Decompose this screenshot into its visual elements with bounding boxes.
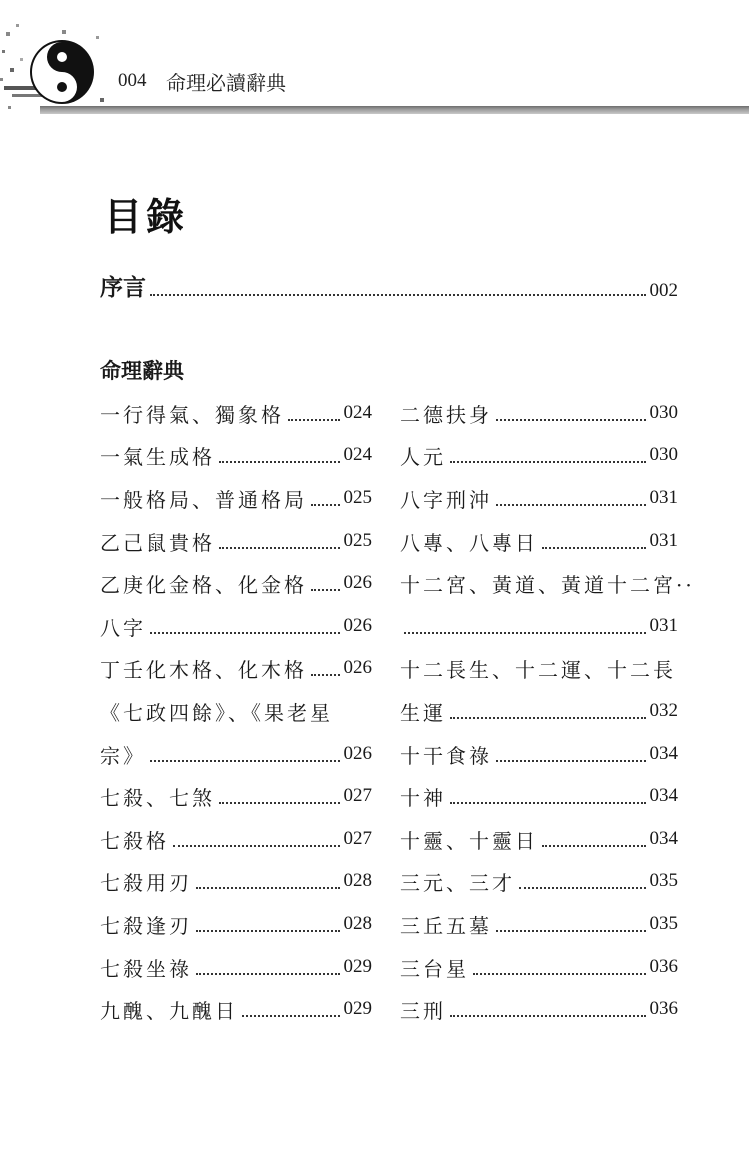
toc-entry[interactable] <box>400 946 678 989</box>
toc-entry[interactable] <box>100 733 372 776</box>
toc-entry[interactable] <box>100 861 372 904</box>
toc-entry-title: 十二宮、黃道、黃道十二宮·· <box>400 573 695 598</box>
toc-entry-title: 宗》 <box>100 743 146 768</box>
dot-leader <box>542 546 646 549</box>
page-number: 004 <box>118 70 147 91</box>
toc-entry-title: 八專、八專日 <box>400 530 538 555</box>
toc-entry-page: 035 <box>649 912 678 934</box>
toc-entry[interactable] <box>400 775 678 818</box>
toc-entry-page: 036 <box>649 998 678 1020</box>
toc-entry[interactable] <box>400 392 678 435</box>
toc-entry-title: 十干食祿 <box>400 743 492 768</box>
toc-entry-page: 031 <box>649 529 678 551</box>
dot-leader <box>450 1014 646 1017</box>
toc-entry-title: 一氣生成格 <box>100 445 215 470</box>
toc-entry-page: 025 <box>343 529 372 551</box>
toc-entry-page: 032 <box>649 699 678 721</box>
toc-entry-page: 027 <box>343 785 372 807</box>
toc-entry[interactable] <box>100 690 372 733</box>
toc-entry-title: 三元、三才 <box>400 871 515 896</box>
toc-entry[interactable] <box>100 988 372 1031</box>
toc-entry-title: 七殺、七煞 <box>100 786 215 811</box>
toc-entry[interactable] <box>100 775 372 818</box>
toc-entry[interactable] <box>400 435 678 478</box>
toc-entry-page: 031 <box>649 614 678 636</box>
toc-entry-title: 一般格局、普通格局 <box>100 487 307 512</box>
toc-entry[interactable] <box>100 477 372 520</box>
toc-entry-page: 031 <box>649 486 678 508</box>
toc-entry-page: 036 <box>649 955 678 977</box>
toc-entry-page: 026 <box>343 657 372 679</box>
dot-leader <box>219 801 340 804</box>
toc-entry-page: 029 <box>343 998 372 1020</box>
dot-leader <box>219 460 340 463</box>
toc-entry-page: 034 <box>649 827 678 849</box>
toc-entry-title: 二德扶身 <box>400 402 492 427</box>
dot-leader <box>288 418 340 421</box>
toc-entry[interactable] <box>400 903 678 946</box>
toc-entry-page: 026 <box>343 742 372 764</box>
toc-entry[interactable] <box>100 392 372 435</box>
toc-entry[interactable] <box>400 477 678 520</box>
dot-leader <box>450 801 646 804</box>
toc-title: 目錄 <box>104 195 189 239</box>
toc-entry-page: 025 <box>343 486 372 508</box>
toc-entry-title: 一行得氣、獨象格 <box>100 402 284 427</box>
toc-column-right <box>400 392 695 1031</box>
toc-entry-title: 十神 <box>400 786 446 811</box>
toc-entry[interactable] <box>400 988 678 1031</box>
toc-entry-page: 026 <box>343 614 372 636</box>
toc-entry-page: 034 <box>649 742 678 764</box>
book-title: 命理必讀辭典 <box>166 71 286 95</box>
toc-entry-title: 生運 <box>400 700 446 725</box>
dot-leader <box>219 546 340 549</box>
dot-leader <box>196 972 340 975</box>
toc-entry-title: 八字 <box>100 615 146 640</box>
toc-entry-title: 七殺坐祿 <box>100 956 192 981</box>
dot-leader <box>196 886 340 889</box>
toc-entry[interactable] <box>100 520 372 563</box>
toc-entry-title: 三台星 <box>400 956 469 981</box>
toc-entry[interactable] <box>400 861 678 904</box>
page-header <box>0 0 749 130</box>
toc-entry-page: 030 <box>649 401 678 423</box>
dot-leader <box>473 972 646 975</box>
toc-entry-title: 丁壬化木格、化木格 <box>100 658 307 683</box>
toc-entry-title: 九醜、九醜日 <box>100 999 238 1024</box>
dot-leader <box>196 929 340 932</box>
toc-entry-title: 十靈、十靈日 <box>400 828 538 853</box>
toc-entry-page: 027 <box>343 827 372 849</box>
toc-entry[interactable] <box>100 605 372 648</box>
dot-leader <box>242 1014 340 1017</box>
toc-entry-title: 乙己鼠貴格 <box>100 530 215 555</box>
header-rule <box>40 106 749 114</box>
toc-entry[interactable] <box>400 520 678 563</box>
toc-entry[interactable] <box>400 648 678 691</box>
toc-entry-title: 三丘五墓 <box>400 913 492 938</box>
toc-entry-page: 028 <box>343 912 372 934</box>
toc-entry-title: 七殺格 <box>100 828 169 853</box>
dot-leader <box>404 631 646 634</box>
toc-entry-title: 三刑 <box>400 999 446 1024</box>
toc-entry[interactable] <box>100 435 372 478</box>
dot-leader <box>542 844 646 847</box>
toc-entry-title: 《七政四餘》、《果老星 <box>100 700 333 725</box>
toc-entry-title: 七殺用刃 <box>100 871 192 896</box>
toc-entry[interactable] <box>100 818 372 861</box>
toc-entry[interactable] <box>400 605 678 648</box>
dot-leader <box>519 886 646 889</box>
dot-leader <box>311 673 340 676</box>
toc-entry-page: 030 <box>649 444 678 466</box>
toc-entry-title: 乙庚化金格、化金格 <box>100 573 307 598</box>
toc-entry-page: 034 <box>649 785 678 807</box>
toc-entry[interactable] <box>400 690 678 733</box>
yin-yang-icon <box>0 20 112 116</box>
dot-leader <box>450 716 646 719</box>
toc-entry[interactable] <box>400 562 695 605</box>
dot-leader <box>150 293 646 296</box>
toc-entry[interactable] <box>100 903 372 946</box>
toc-entry[interactable] <box>100 648 372 691</box>
dot-leader <box>496 759 646 762</box>
toc-entry[interactable] <box>400 818 678 861</box>
dot-leader <box>173 844 340 847</box>
toc-entry-page: 002 <box>649 280 678 301</box>
dot-leader <box>496 418 646 421</box>
toc-entry-title: 七殺逢刃 <box>100 913 192 938</box>
toc-entry[interactable] <box>400 733 678 776</box>
toc-entry-preface[interactable] <box>100 270 678 302</box>
toc-entry[interactable] <box>100 562 372 605</box>
toc-entry-page: 035 <box>649 870 678 892</box>
dot-leader <box>450 460 646 463</box>
dot-leader <box>150 631 340 634</box>
toc-column-left <box>100 392 372 1031</box>
toc-entry-page: 028 <box>343 870 372 892</box>
dot-leader <box>496 503 646 506</box>
toc-entry[interactable] <box>100 946 372 989</box>
dot-leader <box>311 588 340 591</box>
toc-entry-page: 029 <box>343 955 372 977</box>
dot-leader <box>311 503 340 506</box>
toc-entry-title: 序言 <box>100 275 146 301</box>
toc-entry-title: 十二長生、十二運、十二長 <box>400 658 676 683</box>
dot-leader <box>150 759 340 762</box>
dot-leader <box>496 929 646 932</box>
toc-entry-title: 八字刑沖 <box>400 487 492 512</box>
toc-entry-page: 024 <box>343 444 372 466</box>
toc-entry-page: 024 <box>343 401 372 423</box>
toc-entry-title: 人元 <box>400 445 446 470</box>
toc-entry-page: 026 <box>343 572 372 594</box>
section-heading: 命理辭典 <box>100 359 184 383</box>
